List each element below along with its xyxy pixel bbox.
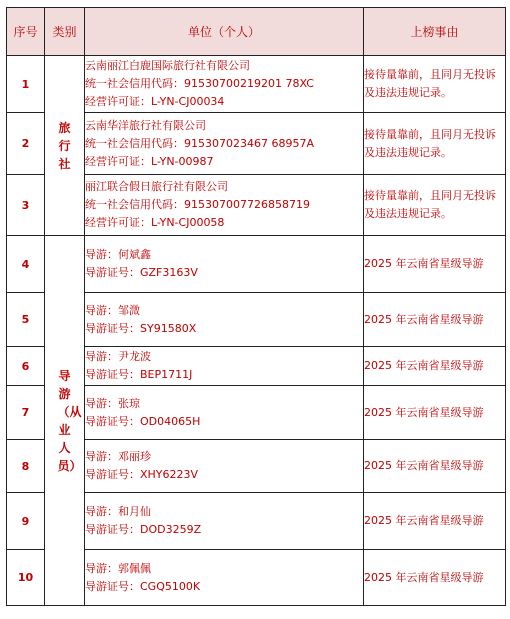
- license-number: 经营许可证：L-YN-CJ00034: [85, 95, 225, 108]
- guide-name: 导游：张琼: [85, 396, 140, 410]
- table-row: [7, 56, 506, 113]
- credit-code: 统一社会信用代码：915307007726858719: [85, 198, 310, 211]
- guide-license: 导游证号：DOD3259Z: [85, 523, 202, 536]
- header-reason: 上榜事由: [364, 8, 506, 56]
- reason-cell: 2025 年云南省星级导游: [364, 493, 506, 550]
- category-guide-label: 导游（从业人员）: [57, 368, 82, 473]
- guide-license: 导游证号：BEP1711J: [85, 368, 193, 381]
- unit-cell: [85, 347, 364, 386]
- reason-cell: 2025 年云南省星级导游: [364, 440, 506, 493]
- unit-cell: [85, 386, 364, 440]
- row-number: 7: [7, 386, 45, 440]
- table-header-row: [7, 8, 506, 56]
- unit-cell: [85, 293, 364, 347]
- guide-license: 导游证号：SY91580X: [85, 321, 197, 335]
- header-unit: 单位（个人）: [85, 8, 364, 56]
- guide-license: 导游证号：CGQ5100K: [85, 579, 201, 593]
- reason-cell: 2025 年云南省星级导游: [364, 236, 506, 293]
- guide-name: 导游：和月仙: [85, 505, 151, 518]
- credit-code: 统一社会信用代码：915307023467 68957A: [85, 136, 314, 150]
- license-number: 经营许可证：L-YN-00987: [85, 154, 214, 168]
- category-agency-label: 旅行社: [58, 120, 71, 171]
- row-number: 1: [7, 56, 45, 113]
- unit-cell: [85, 56, 364, 113]
- row-number: 5: [7, 293, 45, 347]
- unit-name: 云南丽江白鹿国际旅行社有限公司: [85, 59, 250, 72]
- unit-cell: [85, 175, 364, 236]
- category-guide: [45, 236, 85, 606]
- header-category: 类别: [45, 8, 85, 56]
- license-number: 经营许可证：L-YN-CJ00058: [85, 216, 225, 229]
- header-no: 序号: [7, 8, 45, 56]
- reason-cell: 2025 年云南省星级导游: [364, 293, 506, 347]
- unit-cell: [85, 113, 364, 175]
- category-agency: [45, 56, 85, 236]
- guide-name: 导游：郭佩佩: [85, 561, 151, 575]
- honor-list-table: [6, 7, 506, 606]
- row-number: 8: [7, 440, 45, 493]
- credit-code: 统一社会信用代码：91530700219201 78XC: [85, 77, 314, 90]
- guide-name: 导游：尹龙波: [85, 350, 151, 363]
- unit-cell: [85, 440, 364, 493]
- row-number: 2: [7, 113, 45, 175]
- unit-cell: [85, 550, 364, 606]
- table-row: [7, 236, 506, 293]
- reason-cell: 接待量靠前，且同月无投诉及违法违规记录。: [364, 113, 506, 175]
- row-number: 4: [7, 236, 45, 293]
- unit-name: 丽江联合假日旅行社有限公司: [85, 180, 228, 193]
- row-number: 6: [7, 347, 45, 386]
- guide-name: 导游：邹溦: [85, 303, 140, 317]
- row-number: 10: [7, 550, 45, 606]
- unit-name: 云南华洋旅行社有限公司: [85, 118, 206, 132]
- row-number: 9: [7, 493, 45, 550]
- reason-cell: 2025 年云南省星级导游: [364, 550, 506, 606]
- reason-cell: 2025 年云南省星级导游: [364, 386, 506, 440]
- reason-cell: 接待量靠前，且同月无投诉及违法违规记录。: [364, 175, 506, 236]
- unit-cell: [85, 236, 364, 293]
- reason-cell: 接待量靠前，且同月无投诉及违法违规记录。: [364, 56, 506, 113]
- row-number: 3: [7, 175, 45, 236]
- guide-name: 导游：何斌鑫: [85, 248, 151, 261]
- guide-license: 导游证号：GZF3163V: [85, 266, 198, 279]
- guide-license: 导游证号：OD04065H: [85, 414, 201, 428]
- guide-name: 导游：邓丽珍: [85, 450, 151, 463]
- reason-cell: 2025 年云南省星级导游: [364, 347, 506, 386]
- guide-license: 导游证号：XHY6223V: [85, 468, 199, 481]
- unit-cell: [85, 493, 364, 550]
